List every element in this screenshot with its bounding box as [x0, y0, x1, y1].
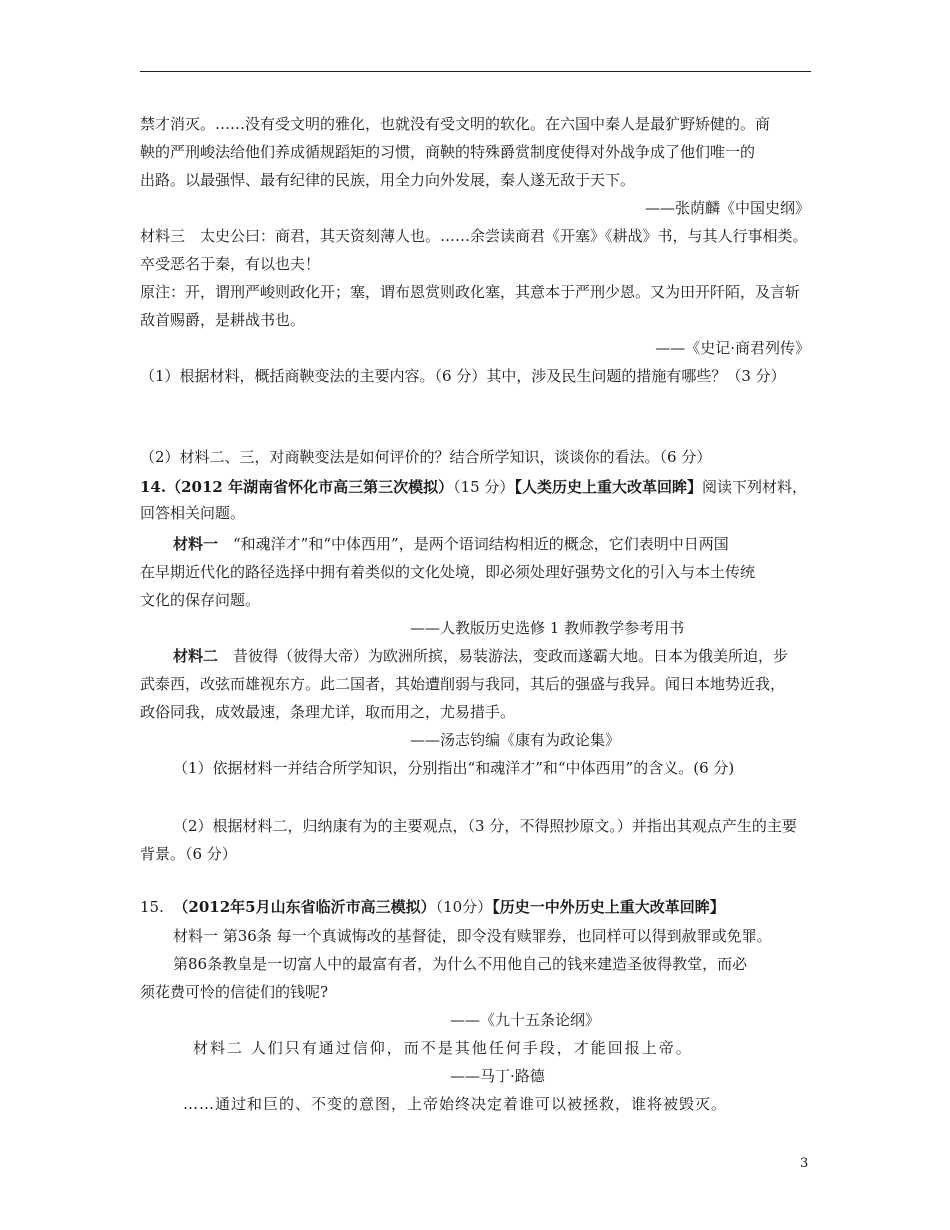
q14-score: （15 分）	[453, 478, 515, 496]
source-citation: ——《九十五条论纲》	[450, 1011, 601, 1029]
q14-material-1	[173, 533, 729, 555]
q14-material-2	[173, 645, 788, 667]
paragraph-line: 第86条教皇是一切富人中的最富有者，为什么不用他自己的钱来建造圣彼得教堂，而必	[173, 955, 748, 973]
q14-heading	[140, 476, 807, 498]
header-rule	[140, 71, 811, 72]
q14-head: 14.（2012 年湖南省怀化市高三第三次模拟）	[140, 478, 454, 496]
source-citation: ——张荫麟《中国史纲》	[644, 199, 810, 217]
paragraph-line: 背景。（6 分）	[140, 845, 237, 863]
q15-number: 15.	[140, 898, 164, 916]
material-label: 材料二	[173, 647, 219, 665]
q14-tag: 【人类历史上重大改革回眸】	[514, 478, 702, 496]
paragraph-line: 武泰西，改弦而雄视东方。此二国者，其始遭削弱与我同，其后的强盛与我异。闻日本地势近我，	[140, 675, 786, 693]
paragraph-line: 在早期近代化的路径选择中拥有着类似的文化处境，即必须处理好强势文化的引入与本土传统	[140, 563, 756, 581]
paragraph-line: ……通过和巨的、不变的意图，上帝始终决定着谁可以被拯救，谁将被毁灭。	[183, 1095, 728, 1113]
paragraph-line: 出路。以最强悍、最有纪律的民族，用全力向外发展，秦人遂无敌于天下。	[140, 171, 636, 189]
q14-tail: 阅读下列材料，	[701, 478, 807, 496]
paragraph-line: 材料二 人们只有通过信仰，而不是其他任何手段，才能回报上帝。	[193, 1039, 693, 1057]
paragraph-line: 材料一 第36条 每一个真诚悔改的基督徒，即令没有赎罪券，也同样可以得到赦罪或免罪。	[173, 927, 772, 945]
question-line: （1）根据材料，概括商鞅变法的主要内容。（6 分）其中，涉及民生问题的措施有哪些？（3 分）	[140, 367, 786, 385]
paragraph-line: 政俗同我，成效最速，条理尤详，取而用之，尤易措手。	[140, 703, 516, 721]
paragraph-line: 原注：开，谓刑严峻则政化开；塞，谓布恩赏则政化塞，其意本于严刑少恩。又为田开阡陌，及言斩	[140, 283, 801, 301]
question-line: （2）根据材料二，归纳康有为的主要观点，（3 分，不得照抄原文。）并指出其观点产生的主要	[173, 817, 797, 835]
paragraph-line: 文化的保存问题。	[140, 591, 261, 609]
question-line: （1）依据材料一并结合所学知识，分别指出“和魂洋才”和“中体西用”的含义。(6 分)	[173, 759, 735, 777]
source-citation: ——汤志钧编《康有为政论集》	[410, 731, 621, 749]
q15-tag: 【历史一中外历史上重大改革回眸】	[492, 898, 725, 916]
source-citation: ——《史记·商君列传》	[655, 339, 810, 357]
q15-head: （2012年5月山东省临沂市高三模拟）	[173, 898, 436, 916]
paragraph-line: 材料三 太史公曰：商君，其天资刻薄人也。……余尝读商君《开塞》《耕战》书，与其人行事相类。	[140, 227, 808, 245]
paragraph-line: 卒受恶名于秦，有以也夫！	[140, 255, 321, 273]
material-text: “和魂洋才”和“中体西用”，是两个语词结构相近的概念，它们表明中日两国	[218, 535, 729, 553]
source-citation: ——人教版历史选修 1 教师教学参考用书	[410, 619, 685, 637]
material-label: 材料一	[173, 535, 219, 553]
question-line: （2）材料二、三，对商鞅变法是如何评价的？结合所学知识，谈谈你的看法。（6 分）	[140, 448, 712, 466]
paragraph-line: 鞅的严刑峻法给他们养成循规蹈矩的习惯，商鞅的特殊爵赏制度使得对外战争成了他们唯一的	[140, 143, 756, 161]
page-number: 3	[800, 1156, 809, 1171]
paragraph-line: 敌首赐爵，是耕战书也。	[140, 311, 306, 329]
paragraph-line: 须花费可怜的信徒们的钱呢?	[140, 983, 329, 1001]
source-citation: ——马丁·路德	[450, 1067, 545, 1085]
paragraph-line: 回答相关问题。	[140, 504, 246, 522]
q15-heading	[140, 896, 725, 918]
paragraph-line: 禁才消灭。……没有受文明的雅化，也就没有受文明的软化。在六国中秦人是最犷野矫健的。商	[140, 115, 771, 133]
material-text: 昔彼得（彼得大帝）为欧洲所摈，易装游法，变政而遂霸大地。日本为俄美所迫，步	[218, 647, 789, 665]
q15-score: （10分）	[435, 898, 493, 916]
